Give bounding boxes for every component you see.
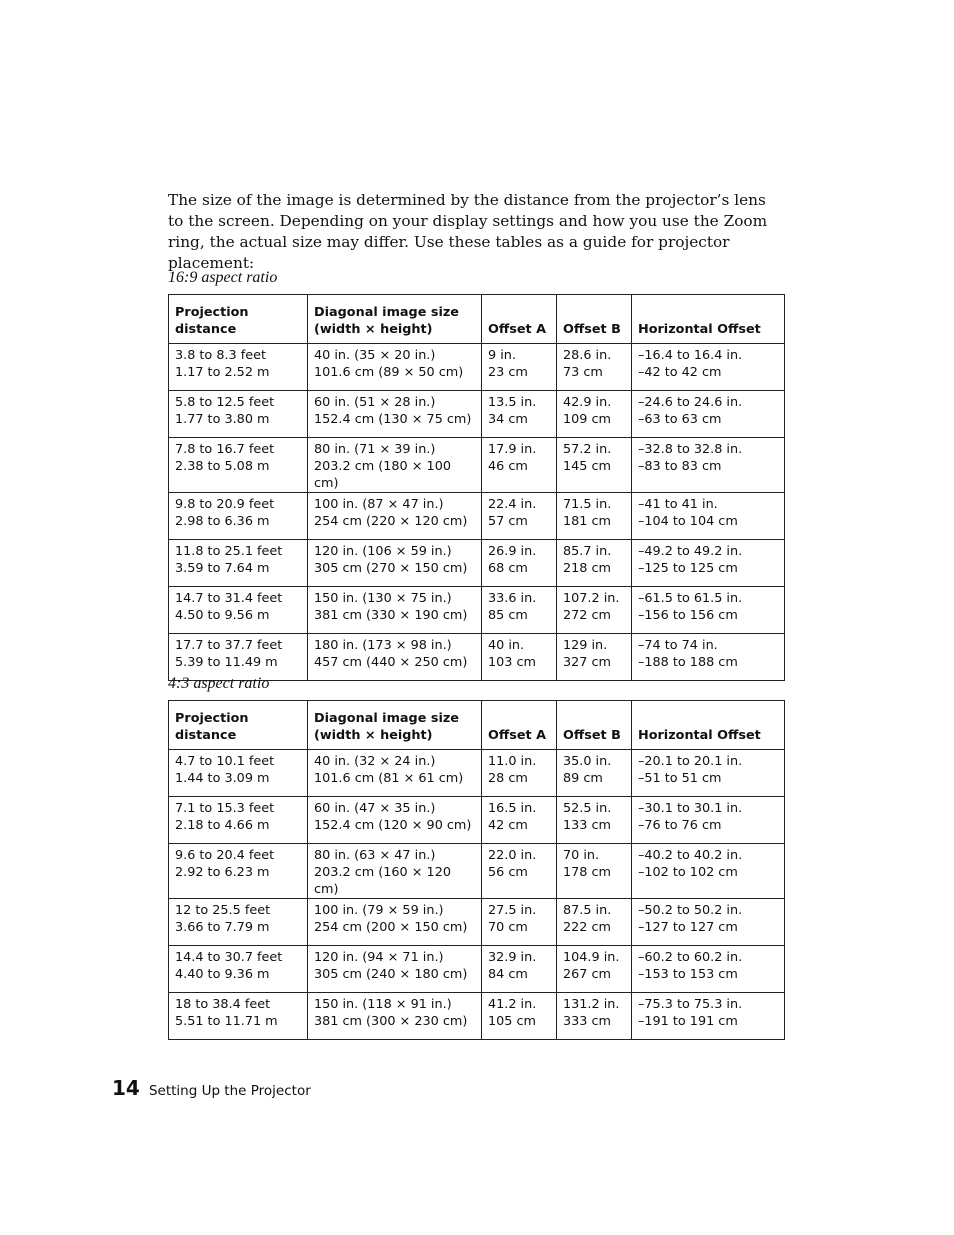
cell-line: 57.2 in. bbox=[563, 442, 612, 457]
cell-diagonal-image-size bbox=[308, 344, 482, 391]
cell-line: 305 cm (240 × 180 cm) bbox=[314, 967, 468, 982]
cell-line: 457 cm (440 × 250 cm) bbox=[314, 655, 468, 670]
header-projection-distance bbox=[169, 295, 308, 344]
cell-diagonal-image-size bbox=[308, 750, 482, 797]
header-projection-distance bbox=[169, 701, 308, 750]
cell-line: 3.66 to 7.79 m bbox=[175, 920, 270, 935]
cell-line: –30.1 to 30.1 in. bbox=[638, 801, 743, 816]
cell-line: 40 in. bbox=[488, 638, 525, 653]
cell-offset-b bbox=[557, 750, 632, 797]
header-diagonal-image-size bbox=[308, 701, 482, 750]
cell-line: 32.9 in. bbox=[488, 950, 537, 965]
cell-line: 100 in. (79 × 59 in.) bbox=[314, 903, 444, 918]
cell-offset-b bbox=[557, 391, 632, 438]
cell-line: 4.40 to 9.36 m bbox=[175, 967, 270, 982]
cell-horizontal-offset bbox=[632, 540, 785, 587]
cell-line: 272 cm bbox=[563, 608, 611, 623]
header-diagonal-image-size bbox=[308, 295, 482, 344]
cell-line: 16.5 in. bbox=[488, 801, 537, 816]
cell-line: 2.92 to 6.23 m bbox=[175, 865, 270, 880]
cell-offset-a bbox=[482, 391, 557, 438]
cell-offset-b bbox=[557, 797, 632, 844]
cell-line: –41 to 41 in. bbox=[638, 497, 718, 512]
cell-offset-b bbox=[557, 587, 632, 634]
cell-line: 120 in. (106 × 59 in.) bbox=[314, 544, 452, 559]
cell-line: 41.2 in. bbox=[488, 997, 537, 1012]
cell-offset-b bbox=[557, 899, 632, 946]
cell-line: –51 to 51 cm bbox=[638, 771, 722, 786]
cell-line: 26.9 in. bbox=[488, 544, 537, 559]
header-row bbox=[169, 295, 785, 344]
cell-line: 40 in. (32 × 24 in.) bbox=[314, 754, 436, 769]
cell-line: 70 in. bbox=[563, 848, 600, 863]
cell-line: 3.8 to 8.3 feet bbox=[175, 348, 267, 363]
table-row bbox=[169, 797, 785, 844]
cell-offset-b bbox=[557, 946, 632, 993]
cell-horizontal-offset bbox=[632, 797, 785, 844]
cell-line: 107.2 in. bbox=[563, 591, 620, 606]
cell-line: 305 cm (270 × 150 cm) bbox=[314, 561, 468, 576]
cell-line: –76 to 76 cm bbox=[638, 818, 722, 833]
cell-projection-distance bbox=[169, 634, 308, 681]
cell-diagonal-image-size bbox=[308, 844, 482, 899]
table-row bbox=[169, 587, 785, 634]
cell-line: 7.1 to 15.3 feet bbox=[175, 801, 275, 816]
cell-offset-a bbox=[482, 344, 557, 391]
cell-projection-distance bbox=[169, 587, 308, 634]
cell-line: 46 cm bbox=[488, 459, 528, 474]
cell-line: 18 to 38.4 feet bbox=[175, 997, 271, 1012]
cell-line: 152.4 cm (130 × 75 cm) bbox=[314, 412, 472, 427]
cell-line: 22.4 in. bbox=[488, 497, 537, 512]
cell-line: –32.8 to 32.8 in. bbox=[638, 442, 743, 457]
cell-line: –60.2 to 60.2 in. bbox=[638, 950, 743, 965]
table-row bbox=[169, 844, 785, 899]
table-row bbox=[169, 750, 785, 797]
cell-line: –102 to 102 cm bbox=[638, 865, 738, 880]
cell-offset-a bbox=[482, 899, 557, 946]
table-row bbox=[169, 438, 785, 493]
header-label-line2: (width × height) bbox=[314, 322, 433, 337]
cell-line: –63 to 63 cm bbox=[638, 412, 722, 427]
cell-offset-a bbox=[482, 634, 557, 681]
cell-line: 145 cm bbox=[563, 459, 611, 474]
cell-offset-b bbox=[557, 540, 632, 587]
cell-line: 133 cm bbox=[563, 818, 611, 833]
page-footer bbox=[112, 1076, 311, 1100]
table-body bbox=[169, 344, 785, 681]
header-label-line1: Diagonal image size bbox=[314, 711, 459, 726]
header-label: Horizontal Offset bbox=[638, 728, 761, 743]
cell-diagonal-image-size bbox=[308, 438, 482, 493]
cell-line: 9.8 to 20.9 feet bbox=[175, 497, 275, 512]
cell-line: 381 cm (330 × 190 cm) bbox=[314, 608, 468, 623]
cell-line: 109 cm bbox=[563, 412, 611, 427]
page-number: 14 bbox=[112, 1076, 140, 1100]
cell-offset-b bbox=[557, 993, 632, 1040]
header-label: Offset B bbox=[563, 322, 621, 337]
cell-line: 89 cm bbox=[563, 771, 603, 786]
cell-line: 60 in. (47 × 35 in.) bbox=[314, 801, 436, 816]
cell-line: 34 cm bbox=[488, 412, 528, 427]
cell-line: 131.2 in. bbox=[563, 997, 620, 1012]
cell-line: –61.5 to 61.5 in. bbox=[638, 591, 743, 606]
cell-line: 12 to 25.5 feet bbox=[175, 903, 271, 918]
cell-offset-a bbox=[482, 438, 557, 493]
table-4-3-aspect-ratio bbox=[168, 700, 785, 1040]
header-label: Projection distance bbox=[175, 305, 249, 337]
cell-line: 33.6 in. bbox=[488, 591, 537, 606]
table-16-9-aspect-ratio bbox=[168, 294, 785, 681]
cell-line: 180 in. (173 × 98 in.) bbox=[314, 638, 452, 653]
cell-line: 381 cm (300 × 230 cm) bbox=[314, 1014, 468, 1029]
table-caption-4-3: 4:3 aspect ratio bbox=[168, 675, 270, 692]
cell-offset-b bbox=[557, 844, 632, 899]
cell-line: 2.18 to 4.66 m bbox=[175, 818, 270, 833]
cell-line: 71.5 in. bbox=[563, 497, 612, 512]
cell-line: 101.6 cm (81 × 61 cm) bbox=[314, 771, 464, 786]
header-label-line1: Diagonal image size bbox=[314, 305, 459, 320]
cell-line: 203.2 cm (160 × 120 cm) bbox=[314, 865, 451, 897]
cell-line: –191 to 191 cm bbox=[638, 1014, 738, 1029]
cell-line: 104.9 in. bbox=[563, 950, 620, 965]
cell-line: 203.2 cm (180 × 100 cm) bbox=[314, 459, 451, 491]
cell-offset-b bbox=[557, 438, 632, 493]
cell-projection-distance bbox=[169, 344, 308, 391]
header-label: Projection distance bbox=[175, 711, 249, 743]
header-horizontal-offset bbox=[632, 701, 785, 750]
table-caption-16-9: 16:9 aspect ratio bbox=[168, 269, 278, 286]
table-row bbox=[169, 946, 785, 993]
header-horizontal-offset bbox=[632, 295, 785, 344]
cell-line: 327 cm bbox=[563, 655, 611, 670]
cell-line: 5.51 to 11.71 m bbox=[175, 1014, 278, 1029]
cell-line: 152.4 cm (120 × 90 cm) bbox=[314, 818, 472, 833]
cell-line: 254 cm (200 × 150 cm) bbox=[314, 920, 468, 935]
cell-line: 70 cm bbox=[488, 920, 528, 935]
cell-line: 7.8 to 16.7 feet bbox=[175, 442, 275, 457]
cell-line: 4.50 to 9.56 m bbox=[175, 608, 270, 623]
header-label: Horizontal Offset bbox=[638, 322, 761, 337]
cell-line: 42 cm bbox=[488, 818, 528, 833]
cell-line: –74 to 74 in. bbox=[638, 638, 718, 653]
cell-diagonal-image-size bbox=[308, 540, 482, 587]
cell-line: 333 cm bbox=[563, 1014, 611, 1029]
table-row bbox=[169, 634, 785, 681]
cell-line: –49.2 to 49.2 in. bbox=[638, 544, 743, 559]
header-offset-a bbox=[482, 701, 557, 750]
cell-line: 267 cm bbox=[563, 967, 611, 982]
cell-horizontal-offset bbox=[632, 899, 785, 946]
cell-line: 80 in. (71 × 39 in.) bbox=[314, 442, 436, 457]
cell-offset-a bbox=[482, 587, 557, 634]
cell-horizontal-offset bbox=[632, 634, 785, 681]
cell-line: 2.38 to 5.08 m bbox=[175, 459, 270, 474]
cell-projection-distance bbox=[169, 993, 308, 1040]
intro-paragraph: The size of the image is determined by the distance from the projector’s lens to the screen. Depending on your display settings and how you use the Zoom ring, the actual size may differ. Use these tables as a guide for projector placement: bbox=[168, 191, 768, 272]
cell-line: –40.2 to 40.2 in. bbox=[638, 848, 743, 863]
cell-line: 103 cm bbox=[488, 655, 536, 670]
cell-offset-a bbox=[482, 993, 557, 1040]
cell-line: –153 to 153 cm bbox=[638, 967, 738, 982]
header-label: Offset A bbox=[488, 728, 547, 743]
cell-offset-a bbox=[482, 540, 557, 587]
cell-line: 73 cm bbox=[563, 365, 603, 380]
cell-line: 181 cm bbox=[563, 514, 611, 529]
cell-line: 5.8 to 12.5 feet bbox=[175, 395, 275, 410]
cell-line: –42 to 42 cm bbox=[638, 365, 722, 380]
cell-line: 80 in. (63 × 47 in.) bbox=[314, 848, 436, 863]
cell-line: 9 in. bbox=[488, 348, 516, 363]
cell-projection-distance bbox=[169, 844, 308, 899]
cell-offset-a bbox=[482, 946, 557, 993]
cell-line: 254 cm (220 × 120 cm) bbox=[314, 514, 468, 529]
cell-horizontal-offset bbox=[632, 493, 785, 540]
cell-line: –156 to 156 cm bbox=[638, 608, 738, 623]
cell-line: 28.6 in. bbox=[563, 348, 612, 363]
cell-line: 218 cm bbox=[563, 561, 611, 576]
header-label: Offset A bbox=[488, 322, 547, 337]
cell-offset-a bbox=[482, 797, 557, 844]
header-label-line2: (width × height) bbox=[314, 728, 433, 743]
cell-diagonal-image-size bbox=[308, 946, 482, 993]
cell-line: 1.77 to 3.80 m bbox=[175, 412, 270, 427]
cell-projection-distance bbox=[169, 750, 308, 797]
cell-line: 5.39 to 11.49 m bbox=[175, 655, 278, 670]
cell-line: –50.2 to 50.2 in. bbox=[638, 903, 743, 918]
cell-line: 56 cm bbox=[488, 865, 528, 880]
cell-line: 3.59 to 7.64 m bbox=[175, 561, 270, 576]
cell-line: 2.98 to 6.36 m bbox=[175, 514, 270, 529]
cell-line: –75.3 to 75.3 in. bbox=[638, 997, 743, 1012]
header-row bbox=[169, 701, 785, 750]
cell-horizontal-offset bbox=[632, 844, 785, 899]
cell-horizontal-offset bbox=[632, 993, 785, 1040]
header-offset-a bbox=[482, 295, 557, 344]
cell-line: –104 to 104 cm bbox=[638, 514, 738, 529]
cell-line: 22.0 in. bbox=[488, 848, 537, 863]
cell-horizontal-offset bbox=[632, 946, 785, 993]
cell-offset-a bbox=[482, 750, 557, 797]
header-label: Offset B bbox=[563, 728, 621, 743]
cell-horizontal-offset bbox=[632, 391, 785, 438]
cell-line: 60 in. (51 × 28 in.) bbox=[314, 395, 436, 410]
cell-horizontal-offset bbox=[632, 587, 785, 634]
table-row bbox=[169, 899, 785, 946]
cell-diagonal-image-size bbox=[308, 493, 482, 540]
cell-projection-distance bbox=[169, 438, 308, 493]
cell-line: 68 cm bbox=[488, 561, 528, 576]
cell-line: 11.0 in. bbox=[488, 754, 537, 769]
cell-projection-distance bbox=[169, 797, 308, 844]
cell-line: 11.8 to 25.1 feet bbox=[175, 544, 283, 559]
cell-line: –20.1 to 20.1 in. bbox=[638, 754, 743, 769]
cell-line: 222 cm bbox=[563, 920, 611, 935]
table-row bbox=[169, 493, 785, 540]
cell-line: 14.7 to 31.4 feet bbox=[175, 591, 283, 606]
cell-line: 150 in. (118 × 91 in.) bbox=[314, 997, 452, 1012]
cell-horizontal-offset bbox=[632, 750, 785, 797]
cell-offset-b bbox=[557, 634, 632, 681]
cell-line: 178 cm bbox=[563, 865, 611, 880]
cell-line: 129 in. bbox=[563, 638, 608, 653]
cell-diagonal-image-size bbox=[308, 634, 482, 681]
cell-line: 42.9 in. bbox=[563, 395, 612, 410]
cell-line: 85 cm bbox=[488, 608, 528, 623]
cell-line: 105 cm bbox=[488, 1014, 536, 1029]
cell-line: –16.4 to 16.4 in. bbox=[638, 348, 743, 363]
cell-offset-a bbox=[482, 493, 557, 540]
cell-diagonal-image-size bbox=[308, 587, 482, 634]
cell-offset-b bbox=[557, 344, 632, 391]
cell-line: 9.6 to 20.4 feet bbox=[175, 848, 275, 863]
cell-offset-b bbox=[557, 493, 632, 540]
cell-line: 84 cm bbox=[488, 967, 528, 982]
cell-horizontal-offset bbox=[632, 344, 785, 391]
cell-line: 28 cm bbox=[488, 771, 528, 786]
cell-line: 85.7 in. bbox=[563, 544, 612, 559]
table-row bbox=[169, 540, 785, 587]
cell-projection-distance bbox=[169, 899, 308, 946]
table-row bbox=[169, 344, 785, 391]
cell-line: 27.5 in. bbox=[488, 903, 537, 918]
cell-line: 120 in. (94 × 71 in.) bbox=[314, 950, 444, 965]
cell-line: 100 in. (87 × 47 in.) bbox=[314, 497, 444, 512]
cell-line: 14.4 to 30.7 feet bbox=[175, 950, 283, 965]
cell-line: 4.7 to 10.1 feet bbox=[175, 754, 275, 769]
cell-diagonal-image-size bbox=[308, 797, 482, 844]
cell-line: –188 to 188 cm bbox=[638, 655, 738, 670]
cell-line: 17.7 to 37.7 feet bbox=[175, 638, 283, 653]
table-row bbox=[169, 993, 785, 1040]
table-row bbox=[169, 391, 785, 438]
cell-line: 23 cm bbox=[488, 365, 528, 380]
cell-line: 52.5 in. bbox=[563, 801, 612, 816]
cell-line: 87.5 in. bbox=[563, 903, 612, 918]
cell-line: –125 to 125 cm bbox=[638, 561, 738, 576]
cell-projection-distance bbox=[169, 391, 308, 438]
cell-projection-distance bbox=[169, 493, 308, 540]
cell-diagonal-image-size bbox=[308, 391, 482, 438]
cell-diagonal-image-size bbox=[308, 899, 482, 946]
header-offset-b bbox=[557, 295, 632, 344]
cell-projection-distance bbox=[169, 540, 308, 587]
cell-line: 57 cm bbox=[488, 514, 528, 529]
cell-line: 1.44 to 3.09 m bbox=[175, 771, 270, 786]
cell-line: 101.6 cm (89 × 50 cm) bbox=[314, 365, 464, 380]
header-offset-b bbox=[557, 701, 632, 750]
cell-line: –24.6 to 24.6 in. bbox=[638, 395, 743, 410]
cell-offset-a bbox=[482, 844, 557, 899]
cell-line: 35.0 in. bbox=[563, 754, 612, 769]
cell-line: –127 to 127 cm bbox=[638, 920, 738, 935]
cell-diagonal-image-size bbox=[308, 993, 482, 1040]
cell-projection-distance bbox=[169, 946, 308, 993]
section-title: Setting Up the Projector bbox=[148, 1083, 311, 1099]
cell-line: –83 to 83 cm bbox=[638, 459, 722, 474]
cell-line: 13.5 in. bbox=[488, 395, 537, 410]
cell-horizontal-offset bbox=[632, 438, 785, 493]
cell-line: 17.9 in. bbox=[488, 442, 537, 457]
cell-line: 150 in. (130 × 75 in.) bbox=[314, 591, 452, 606]
cell-line: 40 in. (35 × 20 in.) bbox=[314, 348, 436, 363]
cell-line: 1.17 to 2.52 m bbox=[175, 365, 270, 380]
table-body bbox=[169, 750, 785, 1040]
